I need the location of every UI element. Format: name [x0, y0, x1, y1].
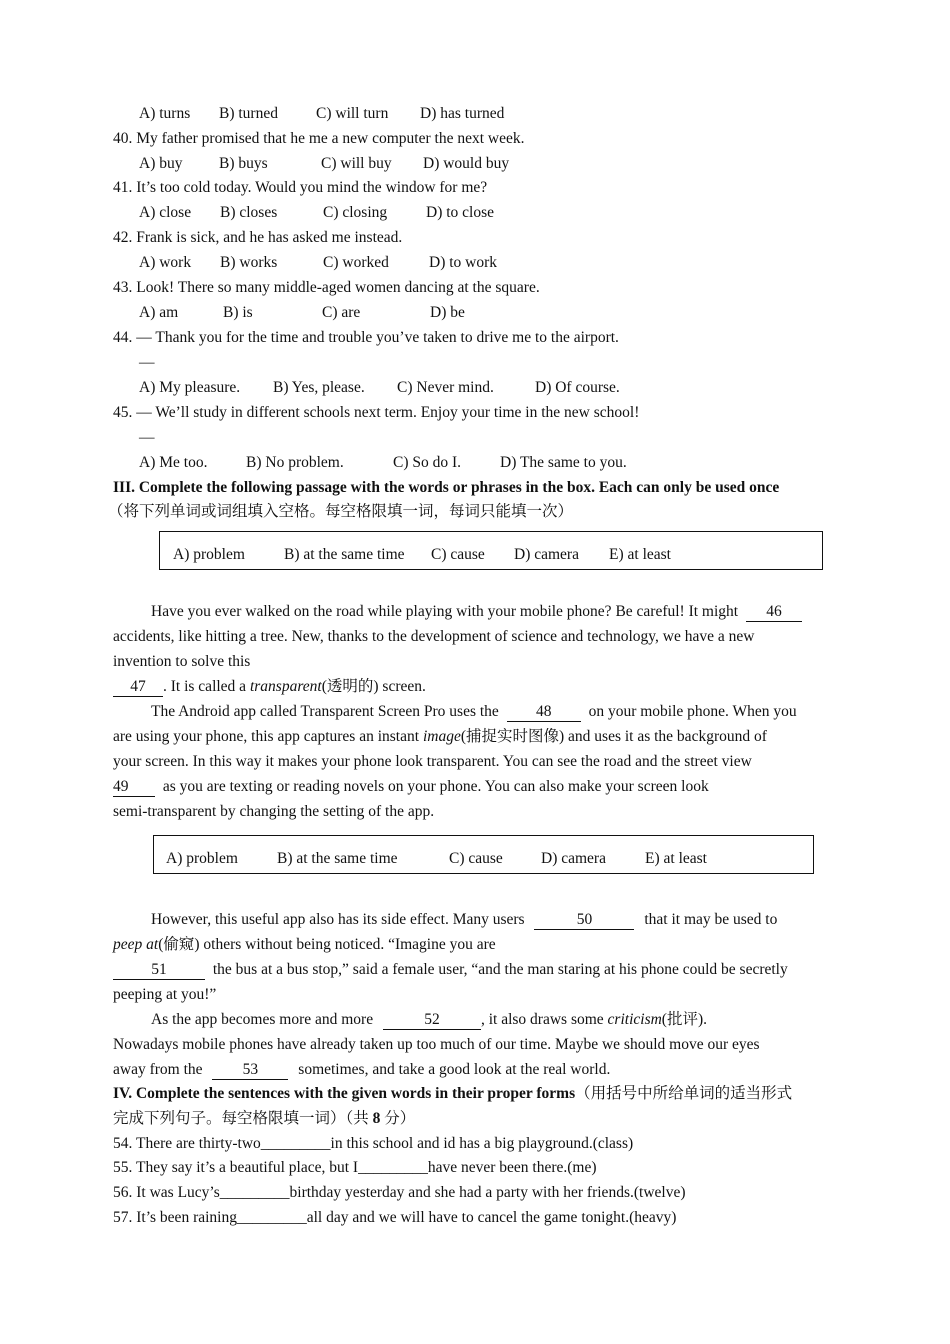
q41-option-d: D) to close [426, 204, 495, 221]
q56-blank[interactable]: _________ [219, 1184, 290, 1201]
word-box-1-option-e: E) at least [609, 546, 671, 563]
q57-text: all day and we will have to cancel the game tonight.(heavy) [306, 1209, 677, 1226]
passage-text: sometimes, and take a good look at the real world. [298, 1061, 611, 1078]
blank-49[interactable]: 49 [113, 778, 155, 797]
q44-option-a: A) My pleasure. [139, 379, 241, 396]
q42-option-b: B) works [220, 254, 278, 271]
section-4-heading: IV. Complete the sentences with the given words in their proper forms [113, 1085, 576, 1102]
passage-p2-line1 [151, 699, 797, 724]
blank-52[interactable]: 52 [383, 1011, 481, 1030]
blank-53[interactable]: 53 [212, 1061, 288, 1080]
q57-blank[interactable]: _________ [236, 1209, 307, 1226]
passage-text: , it also draws some [480, 1011, 608, 1028]
question-42-stem: 42. Frank is sick, and he has asked me instead. [113, 229, 403, 246]
section-3-instruction: （将下列单词或词组填入空格。每空格限填一词，每词只能填一次） [108, 503, 574, 520]
q42-option-d: D) to work [429, 254, 498, 271]
q45-option-b: B) No problem. [246, 454, 344, 471]
question-44-stem: 44. — Thank you for the time and trouble you’ve taken to drive me to the airport. [113, 329, 619, 346]
word-box-2-option-b: B) at the same time [277, 850, 398, 867]
q57-text: 57. It’s been raining [113, 1209, 237, 1226]
q39-option-b: B) turned [219, 105, 278, 122]
q40-option-b: B) buys [219, 155, 268, 172]
question-55 [113, 1155, 597, 1180]
q39-option-d: D) has turned [420, 105, 505, 122]
blank-48[interactable]: 48 [507, 703, 581, 722]
passage-term: criticism [607, 1011, 662, 1028]
q54-blank[interactable]: _________ [260, 1135, 331, 1152]
passage-p4-line1 [151, 1007, 707, 1032]
q54-text: in this school and id has a big playground.(class) [330, 1135, 634, 1152]
q42-option-a: A) work [139, 254, 192, 271]
q41-option-c: C) closing [323, 204, 388, 221]
word-box-1 [159, 531, 823, 570]
question-44-reply: — [139, 354, 155, 371]
q45-option-d: D) The same to you. [500, 454, 627, 471]
passage-p1-line3: invention to solve this [113, 653, 251, 670]
passage-p3-line1 [151, 907, 777, 932]
q40-option-c: C) will buy [321, 155, 392, 172]
passage-text: (捕捉实时图像) and uses it as the background of [460, 728, 767, 745]
passage-text: (偷窥) others without being noticed. “Imagine you are [158, 936, 496, 953]
q56-text: birthday yesterday and she had a party with her friends.(twelve) [289, 1184, 686, 1201]
passage-p1-line4 [113, 674, 426, 699]
section-4-instruction: 完成下列句子。每空格限填一词）（共 [113, 1110, 373, 1127]
section-4-instruction: 分） [380, 1110, 416, 1127]
word-box-2-option-e: E) at least [645, 850, 707, 867]
q42-option-c: C) worked [323, 254, 389, 271]
question-45-stem: 45. — We’ll study in different schools next term. Enjoy your time in the new school! [113, 404, 640, 421]
section-4-heading-line [113, 1081, 792, 1106]
q44-option-b: B) Yes, please. [273, 379, 365, 396]
passage-p3-line2 [113, 932, 496, 957]
section-4-points: 8 [372, 1110, 381, 1127]
passage-text: . It is called a [163, 678, 250, 695]
passage-text: are using your phone, this app captures an instant [113, 728, 423, 745]
passage-p2-line5: semi-transparent by changing the setting of the app. [113, 803, 435, 820]
passage-p2-line2 [113, 724, 767, 749]
word-box-2 [153, 835, 814, 874]
passage-p1-line2: accidents, like hitting a tree. New, thanks to the development of science and technology, we have a new [113, 628, 755, 645]
passage-p3-line3 [113, 957, 788, 982]
passage-term: peep at [113, 936, 159, 953]
question-57 [113, 1205, 676, 1230]
passage-text: (批评). [661, 1011, 707, 1028]
blank-47[interactable]: 47 [113, 678, 163, 697]
q55-blank[interactable]: _________ [358, 1159, 428, 1176]
q43-option-d: D) be [430, 304, 465, 321]
blank-46[interactable]: 46 [746, 603, 802, 622]
question-45-reply: — [139, 429, 155, 446]
passage-p4-line3 [113, 1057, 610, 1082]
word-box-2-option-d: D) camera [541, 850, 606, 867]
q39-option-c: C) will turn [316, 105, 389, 122]
passage-text: on your mobile phone. When you [588, 703, 797, 720]
q44-option-d: D) Of course. [535, 379, 620, 396]
passage-text: the bus at a bus stop,” said a female user, “and the man staring at his phone could be secretly [212, 961, 788, 978]
passage-text: that it may be used to [644, 911, 778, 928]
question-56 [113, 1180, 686, 1205]
passage-p2-line3: your screen. In this way it makes your phone look transparent. You can see the road and the street view [113, 753, 752, 770]
q55-text: have never been there.(me) [427, 1159, 597, 1176]
q45-option-a: A) Me too. [139, 454, 208, 471]
question-43-stem: 43. Look! There so many middle-aged women dancing at the square. [113, 279, 540, 296]
question-54 [113, 1131, 633, 1156]
q41-option-b: B) closes [220, 204, 278, 221]
section-4-instruction-line2 [113, 1106, 415, 1131]
blank-50[interactable]: 50 [534, 911, 634, 930]
q43-option-c: C) are [322, 304, 361, 321]
passage-term: transparent [249, 678, 322, 695]
passage-text: away from the [113, 1061, 203, 1078]
blank-51[interactable]: 51 [113, 961, 205, 980]
question-40-stem: 40. My father promised that he me a new computer the next week. [113, 130, 525, 147]
q55-text: 55. They say it’s a beautiful place, but I [113, 1159, 359, 1176]
q40-option-d: D) would buy [423, 155, 510, 172]
word-box-1-option-a: A) problem [173, 546, 245, 563]
word-box-2-option-a: A) problem [166, 850, 238, 867]
q44-option-c: C) Never mind. [397, 379, 494, 396]
question-41-stem: 41. It’s too cold today. Would you mind the window for me? [113, 179, 488, 196]
q39-option-a: A) turns [139, 105, 191, 122]
passage-text: Have you ever walked on the road while playing with your mobile phone? Be careful! It might [151, 603, 739, 620]
passage-p4-line2: Nowadays mobile phones have already taken up too much of our time. Maybe we should move our eyes [113, 1036, 760, 1053]
passage-p2-line4 [113, 774, 709, 799]
q56-text: 56. It was Lucy’s [113, 1184, 220, 1201]
q54-text: 54. There are thirty-two [113, 1135, 261, 1152]
word-box-1-option-b: B) at the same time [284, 546, 405, 563]
passage-term: image [422, 728, 461, 745]
passage-text: However, this useful app also has its side effect. Many users [151, 911, 525, 928]
passage-text: (透明的) screen. [321, 678, 426, 695]
section-3-heading: III. Complete the following passage with the words or phrases in the box. Each can only be used once [113, 479, 780, 496]
q41-option-a: A) close [139, 204, 192, 221]
passage-text: As the app becomes more and more [151, 1011, 374, 1028]
q43-option-a: A) am [139, 304, 179, 321]
word-box-2-option-c: C) cause [449, 850, 503, 867]
passage-text: The Android app called Transparent Screen Pro uses the [151, 703, 499, 720]
word-box-1-option-d: D) camera [514, 546, 579, 563]
q43-option-b: B) is [223, 304, 253, 321]
q45-option-c: C) So do I. [393, 454, 462, 471]
q40-option-a: A) buy [139, 155, 183, 172]
passage-p1-line1 [151, 599, 802, 624]
section-4-instruction: （用括号中所给单词的适当形式 [575, 1085, 793, 1102]
passage-p3-line4: peeping at you!” [113, 986, 217, 1003]
word-box-1-option-c: C) cause [431, 546, 485, 563]
passage-text: as you are texting or reading novels on your phone. You can also make your screen look [162, 778, 709, 795]
